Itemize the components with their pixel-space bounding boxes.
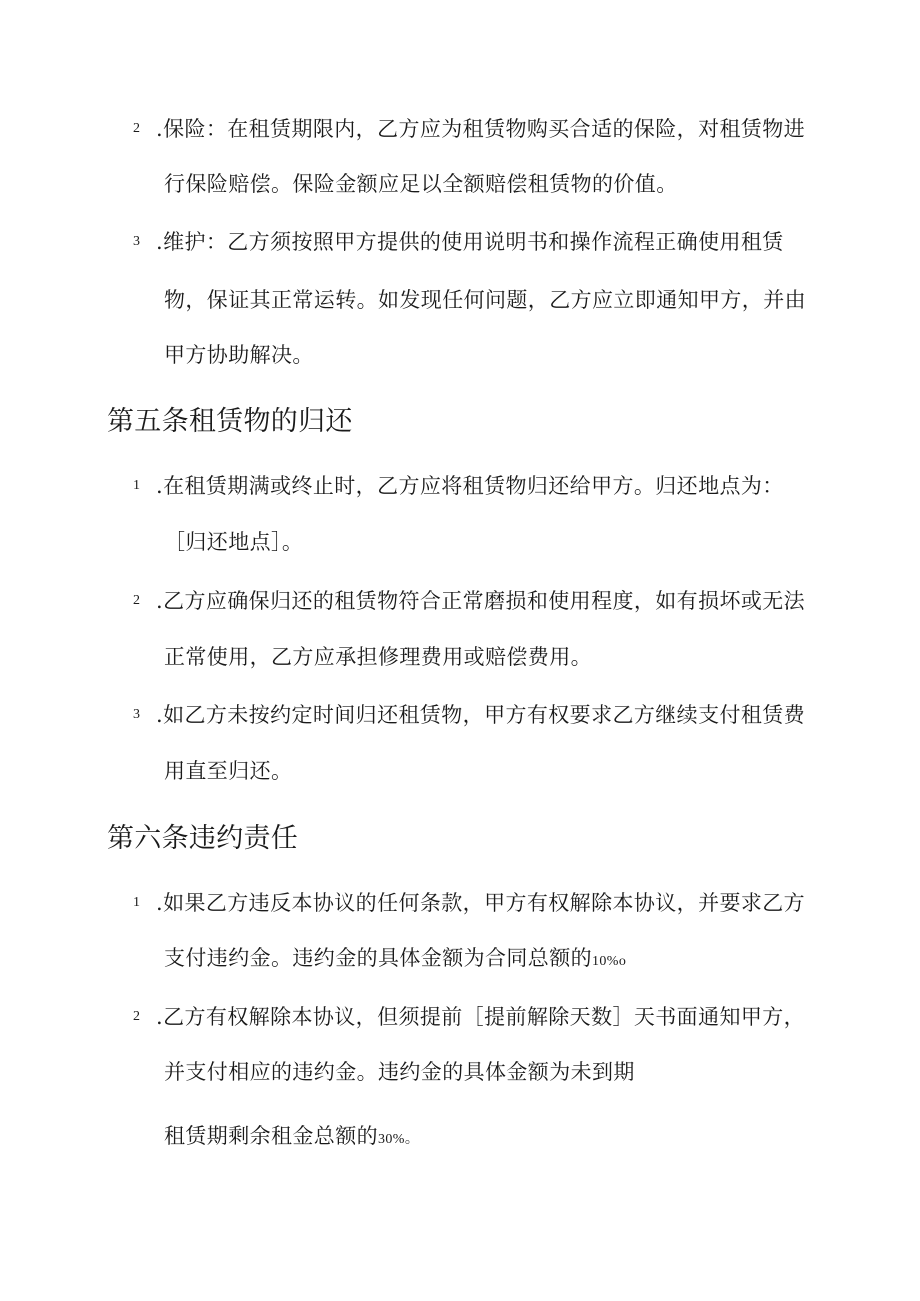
section-heading: 第六条违约责任 xyxy=(107,823,299,854)
paragraph-line: .如乙方未按约定时间归还租赁物，甲方有权要求乙方继续支付租赁费 xyxy=(156,703,806,727)
list-number: 2 xyxy=(133,593,140,608)
paragraph-line: 正常使用，乙方应承担修理费用或赔偿费用。 xyxy=(164,645,592,669)
list-number: 1 xyxy=(133,478,140,493)
paragraph-line: .乙方有权解除本协议，但须提前［提前解除天数］天书面通知甲方， xyxy=(156,1005,806,1029)
paragraph-line: 物，保证其正常运转。如发现任何问题，乙方应立即通知甲方，并由 xyxy=(164,288,806,312)
paragraph-line xyxy=(164,944,626,976)
paragraph-line xyxy=(164,1122,419,1154)
paragraph-line: 并支付相应的违约金。违约金的具体金额为未到期 xyxy=(164,1060,635,1084)
paragraph-line: 甲方协助解决。 xyxy=(164,343,314,367)
paragraph-line: .保险：在租赁期限内，乙方应为租赁物购买合适的保险，对租赁物进 xyxy=(156,117,806,141)
list-number: 2 xyxy=(133,1009,140,1024)
list-number: 3 xyxy=(133,707,140,722)
paragraph-line: .乙方应确保归还的租赁物符合正常磨损和使用程度，如有损坏或无法 xyxy=(156,589,806,613)
penalty-rate: 10%o xyxy=(592,954,627,969)
paragraph-line: ［归还地点］。 xyxy=(164,530,304,554)
list-number: 3 xyxy=(133,234,140,249)
paragraph-line: 行保险赔偿。保险金额应足以全额赔偿租赁物的价值。 xyxy=(164,172,678,196)
paragraph-line: .在租赁期满或终止时，乙方应将租赁物归还给甲方。归还地点为： xyxy=(156,474,784,498)
paragraph-line: 用直至归还。 xyxy=(164,759,293,783)
paragraph-line: .维护：乙方须按照甲方提供的使用说明书和操作流程正确使用租赁 xyxy=(156,230,784,254)
paragraph-line: .如果乙方违反本协议的任何条款，甲方有权解除本协议，并要求乙方 xyxy=(156,891,806,915)
section-heading: 第五条租赁物的归还 xyxy=(107,406,353,437)
list-number: 1 xyxy=(133,895,140,910)
list-number: 2 xyxy=(133,121,140,136)
paragraph-text: 支付违约金。违约金的具体金额为合同总额的 xyxy=(164,946,592,970)
paragraph-text: 租赁期剩余租金总额的 xyxy=(164,1124,378,1148)
penalty-rate: 30%。 xyxy=(378,1132,420,1147)
